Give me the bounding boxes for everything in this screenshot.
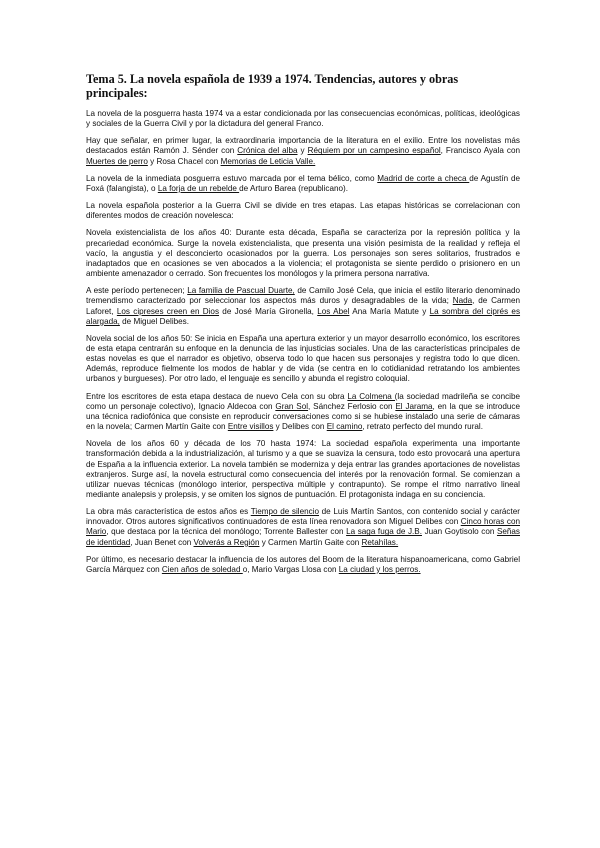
text-segment: Juan Goytisolo con <box>421 527 497 537</box>
text-segment: o, Mario Vargas Llosa con <box>242 564 339 574</box>
text-segment: , que destaca por la técnica del monólogo; Torrente Ballester con <box>106 527 347 537</box>
work-title: El Jarama <box>395 401 433 411</box>
work-title: Cinco horas con Mario <box>86 517 520 537</box>
text-segment: de José María Gironella, <box>219 306 318 316</box>
paragraph <box>86 439 520 500</box>
work-title: Señas de identidad <box>86 527 520 547</box>
text-segment: , retrato perfecto del mundo rural. <box>362 422 483 432</box>
document-body <box>86 109 520 575</box>
paragraph <box>86 201 520 221</box>
work-title: Cien años de soledad <box>161 564 243 574</box>
work-title: Tiempo de silencio <box>250 507 319 517</box>
work-title: Retahílas. <box>361 537 399 547</box>
text-segment: de Agustín de Foxá (falangista), o <box>86 173 520 193</box>
text-segment: La novela española posterior a la Guerra Civil se divide en tres etapas. Las etapas históricas se correlacionan con diferentes modos de creación novelesca: <box>86 201 520 221</box>
work-title: Muertes de perro <box>86 156 148 166</box>
work-title: Gran Sol <box>275 401 309 411</box>
work-title: La familia de Pascual Duarte, <box>187 286 295 296</box>
paragraph <box>86 334 520 385</box>
work-title: Réquiem por un campesino español <box>307 146 441 156</box>
paragraph <box>86 174 520 194</box>
work-title: Los Abel <box>317 306 350 316</box>
text-segment: de Miguel Delibes. <box>119 316 189 326</box>
paragraph <box>86 136 520 166</box>
work-title: Entre visillos <box>227 422 274 432</box>
text-segment: Entre los escritores de esta etapa destaca de nuevo Cela con su obra <box>86 391 348 401</box>
work-title: Volverás a Región <box>193 537 260 547</box>
text-segment: y Delibes con <box>273 422 327 432</box>
work-title: Los cipreses creen en Dios <box>116 306 220 316</box>
text-segment: de Arturo Barea (republicano). <box>239 183 348 193</box>
work-title: Madrid de corte a checa <box>377 173 470 183</box>
paragraph <box>86 228 520 279</box>
text-segment: La novela de la posguerra hasta 1974 va a estar condicionada por las consecuencias económicas, políticas, ideológicas y sociales de la Guerra Civil y por la dictadura del general Franco. <box>86 109 520 129</box>
text-segment: La obra más característica de estos años es <box>86 507 251 517</box>
text-segment: la sociedad madrileña se concibe como un personaje colectivo), Ignacio Aldecoa con <box>86 391 520 411</box>
text-segment: A este período pertenecen; <box>86 286 188 296</box>
text-segment: y Rosa Chacel con <box>147 156 221 166</box>
paragraph <box>86 507 520 548</box>
text-segment: de Luis Martín Santos, con contenido social y carácter innovador. Otros autores significativos continuadores de esta línea renovadora son Miguel Delibes con <box>86 507 520 527</box>
text-segment: Hay que señalar, en primer lugar, la extraordinaria importancia de la literatura en el exilio. Entre los novelistas más destacados están Ramón J. Sénder con <box>86 136 520 156</box>
paragraph <box>86 109 520 129</box>
work-title: La forja de un rebelde <box>157 183 240 193</box>
text-segment: de Camilo José Cela, que inicia el estilo literario denominado tremendismo caracterizado por seleccionar los aspectos más duros y desagradables de la vida; <box>86 286 520 306</box>
work-title: La Colmena ( <box>347 391 398 401</box>
text-segment: y Carmen Martín Gaite con <box>259 537 362 547</box>
text-segment: Novela de los años 60 y década de los 70 hasta 1974: La sociedad española experimenta una importante transformación debida a la industrialización, al turismo y a que se suaviza la censura, todo esto provocará una apertura de España a la influencia exterior. La novela también se moderniza y deja entrar las grandes aportaciones de novelistas extranjeros. Surge así, la novela estructural como consecuencia del interés por la renovación formal. Se comienzan a utilizar nuevas técnicas (monólogo interior, perspectiva múltiple y contrapunto). Se rompe el ritmo narrativo lineal mediante analepsis y prolepsis, y se omiten los signos de puntuación. El protagonista indaga en su conciencia. <box>86 439 520 499</box>
paragraph <box>86 392 520 433</box>
work-title: La ciudad y los perros. <box>338 564 421 574</box>
work-title: El camino <box>326 422 363 432</box>
text-segment: y <box>297 146 308 156</box>
text-segment: , en la que se introduce una técnica radiofónica que consiste en reproducir conversaciones como si se hubiese instalado una serie de cámaras en la novela; Carmen Martín Gaite con <box>86 401 521 432</box>
text-segment: Novela social de los años 50: Se inicia en España una apertura exterior y un mayor desarrollo económico, los escritores de esta etapa centrarán su enfoque en la denuncia de las injusticias sociales. Una de las características principales de estas novelas es que el narrador es objetivo, observa todo lo que hacen sus personajes y registra todo lo que dicen. Además, reproduce fielmente los modos de hablar y de vida (se centra en lo cotidianidad retratando los ambientes urbanos y burgueses). Por otro lado, el lenguaje es sencillo y abunda el registro coloquial. <box>86 333 520 384</box>
text-segment: Por último, es necesario destacar la influencia de los autores del Boom de la literatura hispanoamericana, como Gabriel García Márquez con <box>86 554 520 574</box>
text-segment: , Sánchez Ferlosio con <box>308 401 396 411</box>
text-segment: Ana María Matute y <box>349 306 430 316</box>
paragraph <box>86 286 520 327</box>
text-segment: Novela existencialista de los años 40: Durante esta década, España se caracteriza por la represión política y la precariedad económica. Surge la novela existencialista, que presenta una visión pesimista de la realidad y refleja el vacío, la angustia y el desconcierto ocasionados por la guerra. Los personajes son seres solitarios, frustrados e inadaptados que en ocasiones se ven abocados a la violencia; el protagonista se siente perdido o prisionero en un ambiente amenazador o cerrado. Son frecuentes los monólogos y la primera persona narrativa. <box>86 228 520 279</box>
document-title: Tema 5. La novela española de 1939 a 1974. Tendencias, autores y obras principales: <box>86 72 459 100</box>
text-segment: , de Carmen Laforet, <box>86 296 520 316</box>
work-title: La sombra del ciprés es alargada, <box>86 306 521 326</box>
work-title: La saga fuga de J.B. <box>346 527 422 537</box>
work-title: Crónica del alba <box>237 146 298 156</box>
work-title: Memorias de Leticia Valle. <box>220 156 316 166</box>
text-segment: La novela de la inmediata posguerra estuvo marcada por el tema bélico, como <box>86 173 378 183</box>
paragraph <box>86 555 520 575</box>
text-segment: , Juan Benet con <box>130 537 194 547</box>
work-title: Nada <box>452 296 473 306</box>
text-segment: , Francisco Ayala con <box>440 146 520 156</box>
